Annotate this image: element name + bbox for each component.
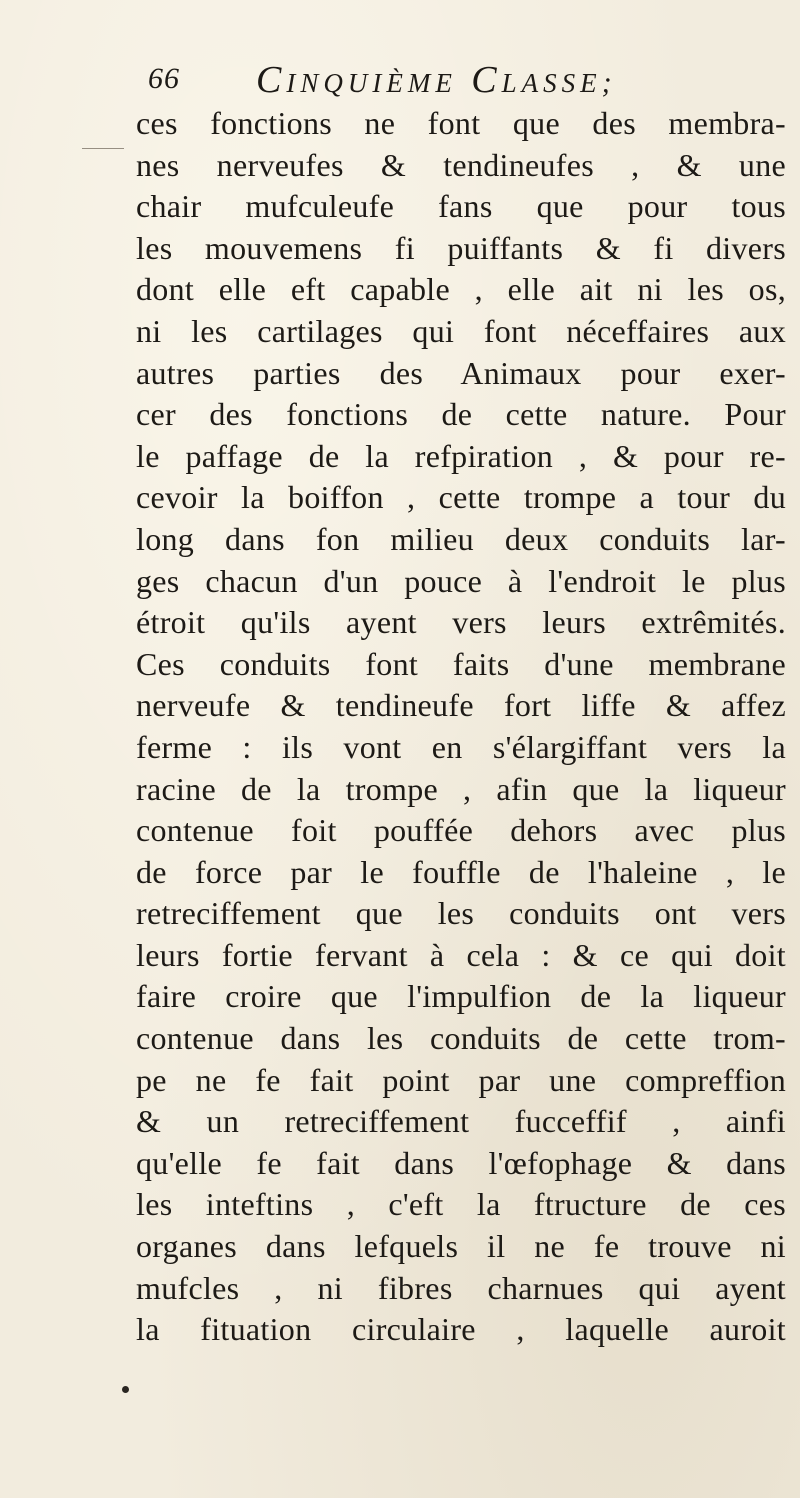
text-line: chair mufculeufe fans que pour tous bbox=[136, 188, 786, 225]
text-line: contenue dans les conduits de cette trom- bbox=[136, 1020, 786, 1057]
text-line: & un retreciffement fucceffif , ainfi bbox=[136, 1103, 786, 1140]
text-line: organes dans lefquels il ne fe trouve ni bbox=[136, 1228, 786, 1265]
body-text bbox=[136, 103, 786, 1351]
text-line: ni les cartilages qui font néceffaires aux bbox=[136, 312, 786, 349]
text-line: cer des fonctions de cette nature. Pour bbox=[136, 396, 786, 433]
text-line: les inteftins , c'eft la ftructure de ces bbox=[136, 1186, 786, 1223]
ink-dot-mark bbox=[122, 1386, 129, 1393]
text-line: autres parties des Animaux pour exer- bbox=[136, 354, 786, 391]
text-line: retreciffement que les conduits ont vers bbox=[136, 895, 786, 932]
text-line: les mouvemens fi puiffants & fi divers bbox=[136, 229, 786, 266]
text-line: nerveufe & tendineufe fort liffe & affez bbox=[136, 687, 786, 724]
running-title-text: Cinquième Classe bbox=[256, 59, 602, 101]
running-title-tail: ; bbox=[601, 66, 617, 99]
text-line: ces fonctions ne font que des membra- bbox=[136, 105, 786, 141]
page-header bbox=[148, 58, 788, 108]
text-line: ferme : ils vont en s'élargiffant vers la bbox=[136, 728, 786, 765]
text-line: pe ne fe fait point par une compreffion bbox=[136, 1061, 786, 1098]
text-line: la fituation circulaire , laquelle auroit bbox=[136, 1311, 786, 1348]
text-line: racine de la trompe , afin que la liqueur bbox=[136, 770, 786, 807]
text-line: de force par le fouffle de l'haleine , le bbox=[136, 853, 786, 890]
text-line: Ces conduits font faits d'une membrane bbox=[136, 645, 786, 682]
text-line: faire croire que l'impulfion de la liqueur bbox=[136, 978, 786, 1015]
text-line: dont elle eft capable , elle ait ni les os, bbox=[136, 271, 786, 308]
text-line: contenue foit pouffée dehors avec plus bbox=[136, 812, 786, 849]
text-line: cevoir la boiffon , cette trompe a tour du bbox=[136, 479, 786, 516]
margin-rule-mark bbox=[82, 148, 124, 149]
running-title bbox=[256, 58, 617, 102]
text-line: leurs fortie fervant à cela : & ce qui doit bbox=[136, 936, 786, 973]
page-number: 66 bbox=[148, 62, 180, 95]
text-line: étroit qu'ils ayent vers leurs extrêmités. bbox=[136, 604, 786, 641]
text-line: ges chacun d'un pouce à l'endroit le plus bbox=[136, 562, 786, 599]
text-line: le paffage de la refpiration , & pour re- bbox=[136, 437, 786, 474]
text-line: qu'elle fe fait dans l'œfophage & dans bbox=[136, 1144, 786, 1181]
text-line: mufcles , ni fibres charnues qui ayent bbox=[136, 1269, 786, 1306]
text-line: nes nerveufes & tendineufes , & une bbox=[136, 146, 786, 183]
text-line: long dans fon milieu deux conduits lar- bbox=[136, 520, 786, 557]
